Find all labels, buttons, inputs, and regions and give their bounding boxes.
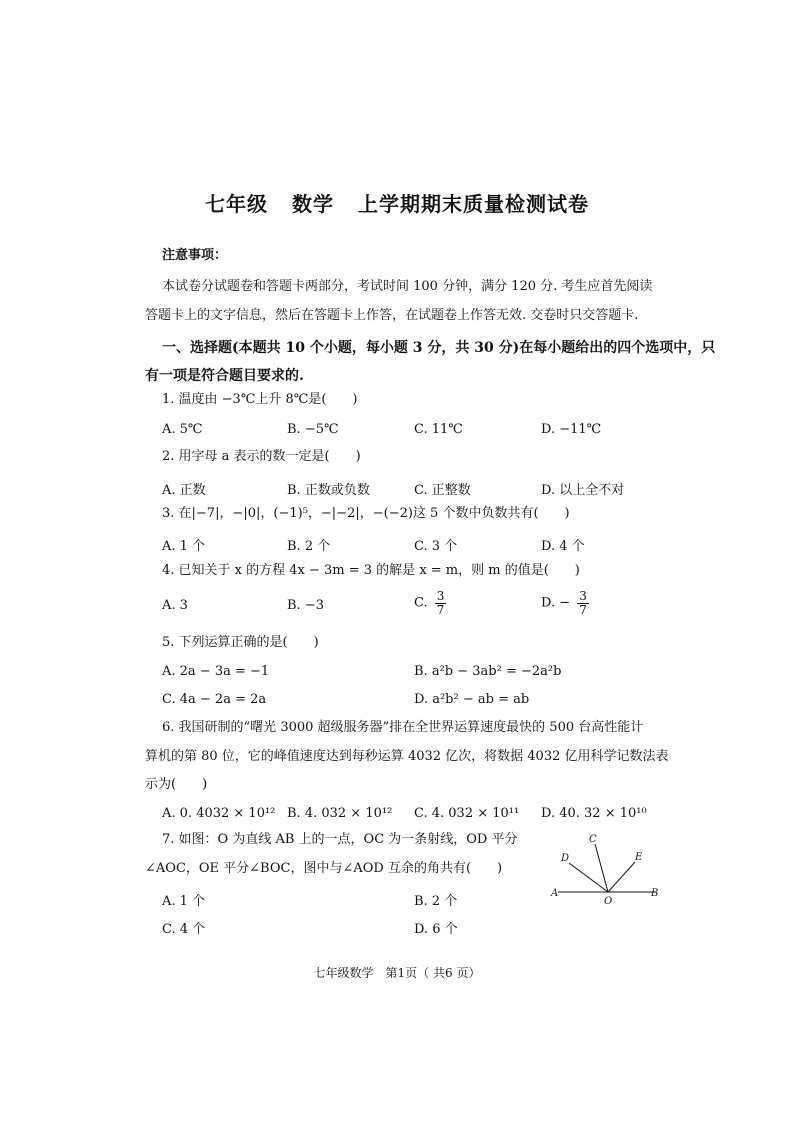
q6-option-c: C. 4. 032 × 10¹¹	[414, 806, 520, 821]
q4-option-d-fraction	[577, 590, 589, 616]
q1-option-c: C. 11℃	[414, 422, 463, 437]
q3-option-a: A. 1 个	[162, 539, 206, 554]
q2-stem: 2. 用字母 a 表示的数一定是( )	[162, 449, 361, 464]
q4-option-c-fraction	[435, 590, 447, 616]
notice-heading: 注意事项：	[162, 248, 228, 263]
q4-option-d-denominator: 7	[579, 602, 587, 617]
ray-oe	[608, 862, 635, 892]
q4-option-b: B. −3	[287, 598, 324, 613]
q3-option-b: B. 2 个	[287, 539, 331, 554]
section1-heading-line-2: 有一项是符合题目要求的.	[145, 368, 304, 384]
label-e: E	[635, 852, 643, 863]
q4-option-c-numerator: 3	[436, 589, 445, 603]
page-title	[0, 188, 794, 217]
q3-stem: 3. 在|−7|，−|0|，(−1)⁵，−|−2|，−(−2)这 5 个数中负数共有( )	[162, 506, 570, 521]
q4-option-c	[414, 590, 446, 616]
q6-stem-line-2: 算机的第 80 位，它的峰值速度达到每秒运算 4032 亿次，将数据 4032 亿用科学记数法表	[145, 749, 669, 764]
q5-stem: 5. 下列运算正确的是( )	[162, 635, 319, 650]
ray-oc	[595, 844, 608, 892]
q2-option-a: A. 正数	[162, 483, 206, 498]
label-b: B	[651, 888, 659, 899]
q5-option-c: C. 4a − 2a = 2a	[162, 692, 267, 707]
q7-stem-line-1: 7. 如图：O 为直线 AB 上的一点，OC 为一条射线，OD 平分	[162, 832, 518, 847]
title-subject: 数学	[292, 192, 334, 216]
q7-option-a: A. 1 个	[162, 894, 206, 909]
q5-option-b: B. a²b − 3ab² = −2a²b	[414, 664, 562, 679]
q6-stem-line-3: 示为( )	[145, 777, 208, 792]
title-exam: 上学期期末质量检测试卷	[357, 192, 589, 216]
q3-option-d: D. 4 个	[541, 539, 585, 554]
q4-option-c-denominator: 7	[436, 602, 445, 617]
q3-option-c: C. 3 个	[414, 539, 458, 554]
q2-option-c: C. 正整数	[414, 483, 471, 498]
page-footer: 七年级数学 第1页（ 共6 页）	[313, 966, 481, 980]
notice-line-2: 答题卡上的文字信息，然后在答题卡上作答，在试题卷上作答无效. 交卷时只交答题卡.	[145, 308, 639, 323]
q2-option-b: B. 正数或负数	[287, 483, 370, 498]
q5-option-a: A. 2a − 3a = −1	[162, 664, 270, 679]
q7-option-d: D. 6 个	[414, 922, 458, 937]
q6-option-a: A. 0. 4032 × 10¹²	[162, 806, 276, 821]
q4-option-d-prefix: D. −	[541, 595, 571, 611]
q4-option-d	[541, 590, 589, 616]
q7-stem-line-2: ∠AOC，OE 平分∠BOC，图中与∠AOD 互余的角共有( )	[145, 861, 503, 876]
q1-option-b: B. −5℃	[287, 422, 339, 437]
q4-option-a: A. 3	[162, 598, 188, 613]
q6-stem-line-1: 6. 我国研制的“曙光 3000 超级服务器”排在全世界运算速度最快的 500 台高性能计	[162, 720, 644, 735]
section1-heading-line-1: 一、选择题(本题共 10 个小题，每小题 3 分，共 30 分)在每小题给出的四个选项中，只	[162, 340, 716, 356]
q7-angle-figure	[548, 828, 668, 908]
q6-option-b: B. 4. 032 × 10¹²	[287, 806, 393, 821]
q2-option-d: D. 以上全不对	[541, 483, 625, 498]
q1-option-d: D. −11℃	[541, 422, 602, 437]
label-c: C	[589, 834, 597, 845]
q6-option-d: D. 40. 32 × 10¹⁰	[541, 806, 647, 821]
title-grade: 七年级	[205, 192, 269, 216]
q1-option-a: A. 5℃	[162, 422, 203, 437]
notice-line-1: 本试卷分试题卷和答题卡两部分，考试时间 100 分钟，满分 120 分. 考生应首先阅读	[162, 279, 653, 294]
q7-option-b: B. 2 个	[414, 894, 458, 909]
ray-od	[569, 863, 608, 892]
q4-option-c-prefix: C.	[414, 595, 428, 611]
label-a: A	[551, 888, 559, 899]
q5-option-d: D. a²b² − ab = ab	[414, 692, 530, 707]
label-o: O	[604, 896, 613, 907]
q4-option-d-numerator: 3	[579, 589, 587, 603]
q7-option-c: C. 4 个	[162, 922, 206, 937]
q1-stem: 1. 温度由 −3℃上升 8℃是( )	[162, 392, 358, 407]
q4-stem: 4. 已知关于 x 的方程 4x − 3m = 3 的解是 x = m，则 m 的值是( )	[162, 563, 580, 578]
label-d: D	[561, 853, 570, 864]
